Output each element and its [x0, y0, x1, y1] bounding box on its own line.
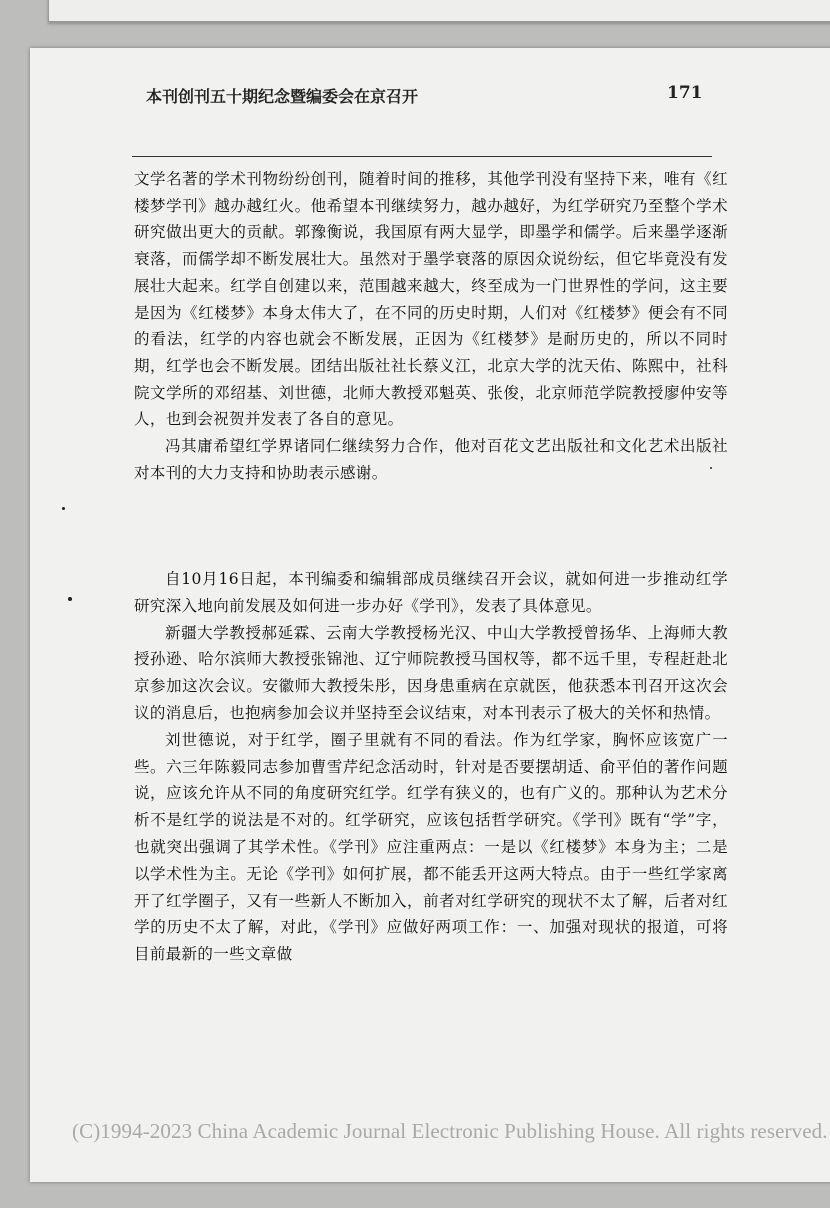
print-speck	[710, 467, 712, 469]
print-speck	[68, 597, 72, 601]
header-rule	[132, 156, 712, 157]
paragraph-5: 刘世德说，对于红学，圈子里就有不同的看法。作为红学家，胸怀应该宽广一些。六三年陈毅同志参加曹雪芹纪念活动时，针对是否要摆胡适、俞平伯的著作问题说，应该允许从不同的角度研究红学。红学有狭义的，也有广义的。那种认为艺术分析不是红学的说法是不对的。红学研究，应该包括哲学研究。《学刊》既有“学”字，也就突出强调了其学术性。《学刊》应注重两点：一是以《红楼梦》本身为主；二是以学术性为主。无论《学刊》如何扩展，都不能丢开这两大特点。由于一些红学家离开了红学圈子，又有一些新人不断加入，前者对红学研究的现状不太了解，后者对红学的历史不太了解，对此，《学刊》应做好两项工作：一、加强对现状的报道，可将目前最新的一些文章做	[134, 730, 728, 964]
previous-page-edge	[48, 0, 830, 22]
paragraph-2: 冯其庸希望红学界诸同仁继续努力合作，他对百花文艺出版社和文化艺术出版社对本刊的大力支持和协助表示感谢。	[134, 437, 728, 482]
text-block-lower	[134, 566, 728, 968]
page-header	[114, 80, 714, 110]
copyright-watermark: (C)1994-2023 China Academic Journal Electronic Publishing House. All rights reserved.	[72, 1119, 828, 1143]
paragraph-4: 新疆大学教授郝延霖、云南大学教授杨光汉、中山大学教授曾扬华、上海师大教授孙逊、哈尔滨师大教授张锦池、辽宁师院教授马国权等，都不远千里，专程赶赴北京参加这次会议。安徽师大教授朱彤，因身患重病在京就医，他获悉本刊召开这次会议的消息后，也抱病参加会议并坚持至会议结束，对本刊表示了极大的关怀和热情。	[134, 623, 728, 722]
page-number: 171	[667, 83, 703, 103]
paragraph-1: 文学名著的学术刊物纷纷创刊，随着时间的推移，其他学刊没有坚持下来，唯有《红楼梦学刊》越办越红火。他希望本刊继续努力，越办越好，为红学研究乃至整个学术研究做出更大的贡献。郭豫衡说，我国原有两大显学，即墨学和儒学。后来墨学逐渐衰落，而儒学却不断发展壮大。虽然对于墨学衰落的原因众说纷纭，但它毕竟没有发展壮大起来。红学自创建以来，范围越来越大，终至成为一门世界性的学问，这主要是因为《红楼梦》本身太伟大了，在不同的历史时期，人们对《红楼梦》便会有不同的看法，红学的内容也就会不断发展，正因为《红楼梦》是耐历史的，所以不同时期，红学也会不断发展。团结出版社社长蔡义江，北京大学的沈天佑、陈熙中，社科院文学所的邓绍基、刘世德，北师大教授邓魁英、张俊，北京师范学院教授廖仲安等人，也到会祝贺并发表了各自的意见。	[134, 170, 728, 429]
text-block-upper	[134, 166, 728, 486]
running-title: 本刊创刊五十期纪念暨编委会在京召开	[146, 87, 419, 106]
paragraph-3: 自10月16日起，本刊编委和编辑部成员继续召开会议，就如何进一步推动红学研究深入地向前发展及如何进一步办好《学刊》，发表了具体意见。	[134, 570, 728, 615]
print-speck	[62, 507, 65, 510]
